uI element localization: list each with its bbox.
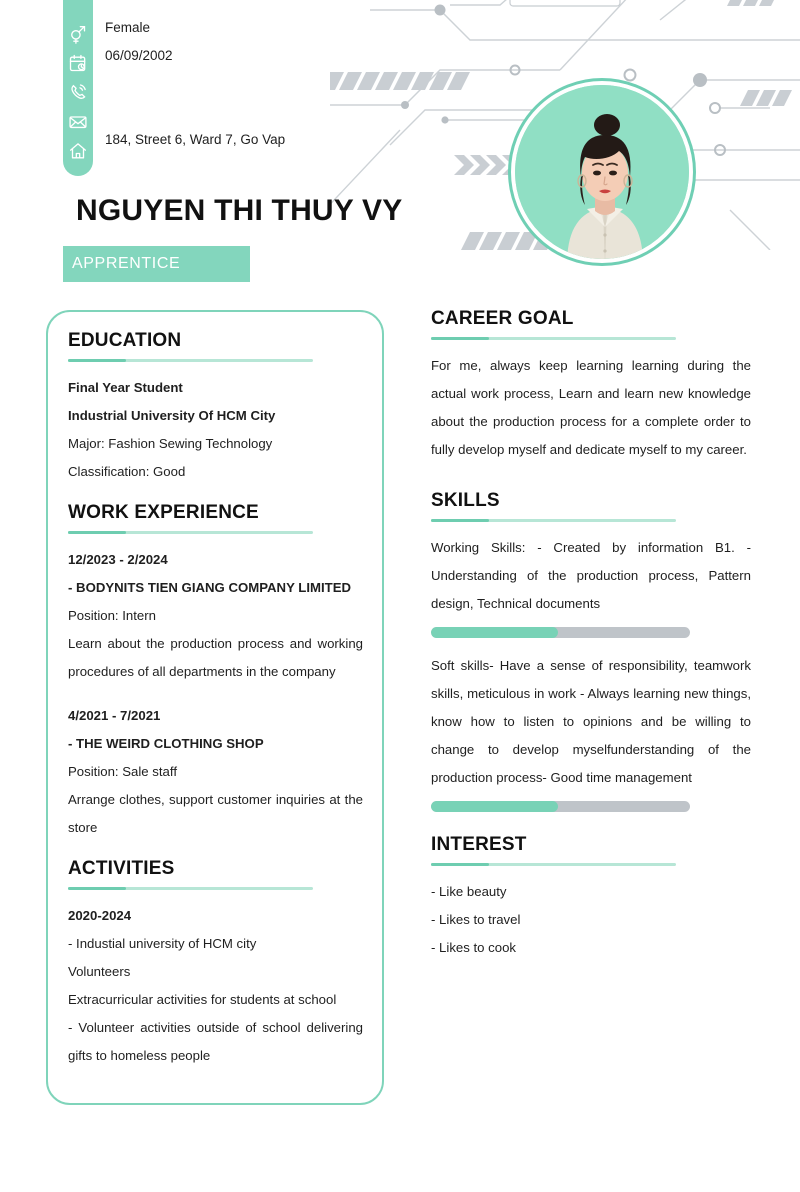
job-position: Position: Intern xyxy=(68,607,156,623)
skill-progress-fill xyxy=(431,801,558,812)
contact-icon-column xyxy=(63,0,93,176)
contact-value-gender: Female xyxy=(105,20,151,35)
job-title-badge: APPRENTICE xyxy=(63,246,250,282)
right-column-content xyxy=(431,308,751,962)
activities-line-1: Volunteers xyxy=(68,963,131,979)
work-experience-rule xyxy=(68,531,313,534)
phone-icon xyxy=(68,82,88,102)
avatar xyxy=(508,78,696,266)
activities-period: 2020-2024 xyxy=(68,907,132,923)
interest-item: - Likes to travel xyxy=(431,911,521,927)
skill-progress-bar xyxy=(431,627,690,638)
calendar-icon xyxy=(68,53,88,73)
section-career-goal xyxy=(431,308,751,464)
education-line-2: Major: Fashion Sewing Technology xyxy=(68,435,273,451)
left-column-content xyxy=(68,330,363,1070)
contact-value-address: 184, Street 6, Ward 7, Go Vap xyxy=(105,132,286,147)
education-line-0: Final Year Student xyxy=(68,379,183,395)
skill-text: Working Skills: - Created by information B1. - Understanding of the production process, Pattern design, Technical documents xyxy=(431,539,751,611)
interest-item: - Like beauty xyxy=(431,883,507,899)
work-experience-item xyxy=(68,546,363,686)
contact-value-dob: 06/09/2002 xyxy=(105,48,173,63)
education-line-3: Classification: Good xyxy=(68,463,186,479)
page-title: NGUYEN THI THUY VY xyxy=(76,194,403,227)
contact-value-phone xyxy=(105,70,395,98)
education-title: EDUCATION xyxy=(68,330,182,351)
work-experience-title: WORK EXPERIENCE xyxy=(68,501,259,523)
interest-item: - Likes to cook xyxy=(431,939,517,955)
spacer xyxy=(431,464,751,490)
spacer xyxy=(68,842,363,858)
job-description: Learn about the production process and working procedures of all departments in the company xyxy=(68,635,363,679)
job-description: Arrange clothes, support customer inquiries at the store xyxy=(68,791,363,835)
skills-rule xyxy=(431,519,676,522)
career-goal-rule xyxy=(431,337,676,340)
skill-progress-fill xyxy=(431,627,558,638)
job-period: 4/2021 - 7/2021 xyxy=(68,707,161,723)
activities-paragraph: - Volunteer activities outside of school delivering gifts to homeless people xyxy=(68,1019,363,1063)
interest-rule xyxy=(431,863,676,866)
contact-details xyxy=(105,14,395,154)
job-period: 12/2023 - 2/2024 xyxy=(68,551,168,567)
education-rule xyxy=(68,359,313,362)
spacer xyxy=(68,686,363,702)
job-company: - BODYNITS TIEN GIANG COMPANY LIMITED xyxy=(68,579,352,595)
home-icon xyxy=(68,141,88,161)
activities-title: ACTIVITIES xyxy=(68,857,175,879)
contact-value-email xyxy=(105,98,395,126)
work-experience-item xyxy=(68,702,363,842)
section-work-experience xyxy=(68,502,363,842)
activities-line-0: - Industial university of HCM city xyxy=(68,935,257,951)
avatar-photo xyxy=(515,85,689,259)
career-goal-title: CAREER GOAL xyxy=(431,308,574,329)
interest-title: INTEREST xyxy=(431,833,527,855)
skill-text: Soft skills- Have a sense of responsibility, teamwork skills, meticulous in work - Always learning new things, know how to listen to opinions and be willing to change to develop myselfunderstanding of the production process- Good time management xyxy=(431,657,751,785)
section-education xyxy=(68,330,363,486)
activities-rule xyxy=(68,887,313,890)
activities-line-2: Extracurricular activities for students at school xyxy=(68,991,337,1007)
job-company: - THE WEIRD CLOTHING SHOP xyxy=(68,735,264,751)
spacer xyxy=(68,486,363,502)
skill-progress-bar xyxy=(431,801,690,812)
career-goal-text: For me, always keep learning learning during the actual work process, Learn and learn new knowledge about the production process for a complete order to fully develop myself and dedicate myself to my career. xyxy=(431,357,751,457)
job-position: Position: Sale staff xyxy=(68,763,177,779)
envelope-icon xyxy=(68,112,88,132)
section-skills xyxy=(431,490,751,812)
education-line-1: Industrial University Of HCM City xyxy=(68,407,276,423)
spacer xyxy=(431,826,751,834)
skills-title: SKILLS xyxy=(431,489,500,511)
gender-icon xyxy=(68,24,88,44)
section-interest xyxy=(431,834,751,962)
section-activities xyxy=(68,858,363,1070)
